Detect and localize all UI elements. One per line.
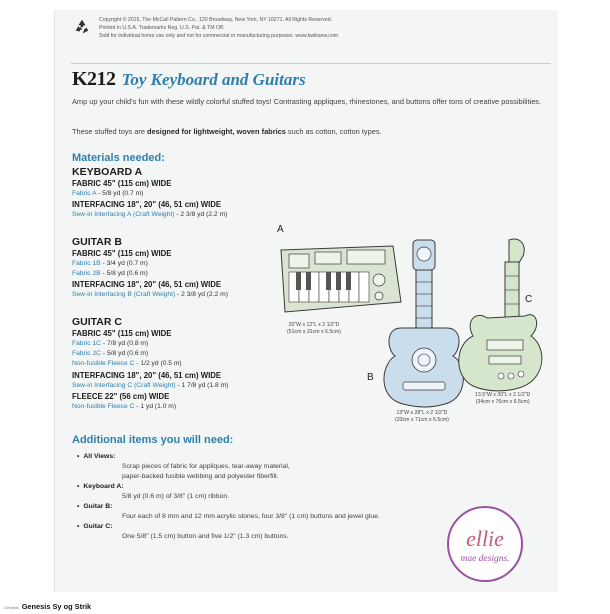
sold-line: Sold for individual home use only and not for commercial or manufacturing purposes. www.kwiksew.com: [99, 33, 339, 39]
material-line: Sew-in Interfacing C (Craft Weight) - 1 7/8 yd (1.8 m): [72, 381, 229, 389]
pattern-envelope-back: [54, 10, 558, 592]
recycle-icon: [73, 18, 91, 36]
logo-wordmark: ellie: [466, 526, 504, 551]
pattern-code: K212: [72, 68, 116, 90]
material-line: Non-fusible Fleece C - 1 yd (1.0 m): [72, 402, 177, 410]
keyboard-a-label: • Keyboard A:: [77, 482, 517, 492]
guitar-b-text: Four each of 8 mm and 12 mm acrylic stones, four 3/8" (1 cm) buttons and jewel glue.: [122, 513, 380, 520]
guitar-c-illustration: [447, 236, 547, 396]
keyboard-a-text: 5/8 yd (0.6 m) of 3/8" (1 cm) ribbon.: [122, 493, 230, 500]
all-views-text: paper-backed fusible webbing and polyester fiberfill.: [122, 473, 279, 480]
materials-heading: Materials needed:: [72, 152, 165, 164]
view-c-letter: C: [525, 294, 533, 305]
interfacing-width: INTERFACING 18", 20" (46, 51 cm) WIDE: [72, 370, 222, 380]
header-divider: [71, 63, 551, 64]
view-b-dimensions: 13"W x 28"L x 2 1/2"D (33cm x 71cm x 6.5cm): [395, 410, 449, 423]
copyright-line: Copyright © 2015, The McCall Pattern Co., 120 Broadway, New York, NY 10271. All Rights Reserved.: [99, 17, 333, 23]
material-line: Fabric 2C - 5/8 yd (0.6 m): [72, 350, 149, 358]
additional-heading: Additional items you will need:: [72, 434, 234, 446]
ellie-mae-logo: [447, 506, 523, 582]
guitar-b-label: • Guitar B:: [77, 502, 517, 512]
section-title: GUITAR B: [72, 236, 122, 248]
pattern-name: Toy Keyboard and Guitars: [121, 70, 306, 89]
material-line: Fabric 1C - 7/8 yd (0.8 m): [72, 340, 149, 347]
printed-line: Printed in U.S.A. Trademarks Reg. U.S. Pat. & TM Off.: [99, 25, 225, 31]
view-a-dimensions: 20"W x 12"L x 2 1/2"D (51cm x 31cm x 6.5cm): [287, 322, 341, 335]
logo-tagline: mae designs.: [460, 554, 510, 564]
all-views-text: Scrap pieces of fabric for appliques, tear-away material,: [122, 463, 290, 470]
fabric-width: FABRIC 45" (115 cm) WIDE: [72, 179, 172, 188]
fabric-width: FABRIC 45" (115 cm) WIDE: [72, 249, 172, 258]
fabric-note: These stuffed toys are designed for lightweight, woven fabrics such as cotton, cotton types.: [72, 127, 382, 136]
section-title: GUITAR C: [72, 316, 122, 328]
view-b-letter: B: [367, 372, 374, 383]
fleece-width: FLEECE 22" (56 cm) WIDE: [72, 391, 170, 401]
section-title: KEYBOARD A: [72, 166, 143, 178]
store-mini-logo: Genesis: [4, 605, 19, 610]
pattern-title: [72, 68, 306, 91]
store-footer: [4, 596, 91, 614]
materials-guitar-c: [72, 316, 228, 412]
material-line: Fabric 1B - 3/4 yd (0.7 m): [72, 260, 148, 267]
interfacing-width: INTERFACING 18", 20" (46, 51 cm) WIDE: [72, 200, 222, 210]
materials-keyboard-a: [72, 166, 227, 220]
intro-text: Amp up your child's fun with these wildly colorful stuffed toys! Contrasting appliques, rhinestones, and buttons offer tons of creative possibilities.: [72, 97, 542, 106]
material-line: Non-fusible Fleece C - 1/2 yd (0.5 m): [72, 360, 182, 368]
interfacing-width: INTERFACING 18", 20" (46, 51 cm) WIDE: [72, 280, 222, 290]
material-line: Fabric A - 5/8 yd (0.7 m): [72, 190, 144, 197]
store-name: Genesis Sy og Strik: [21, 602, 92, 611]
view-c-dimensions: 13.5"W x 30"L x 2 1/2"D (34cm x 76cm x 6.5cm): [475, 392, 531, 405]
guitar-c-text: One 5/8" (1.5 cm) button and five 1/2" (1.3 cm) buttons.: [122, 533, 289, 540]
materials-guitar-b: [72, 236, 228, 301]
guitar-c-label: • Guitar C:: [77, 522, 517, 532]
material-line: Sew-in Interfacing B (Craft Weight) - 2 3/8 yd (2.2 m): [72, 291, 228, 299]
all-views-label: • All Views:: [77, 452, 517, 462]
fabric-width: FABRIC 45" (115 cm) WIDE: [72, 329, 172, 338]
material-line: Sew-in Interfacing A (Craft Weight) - 2 3/8 yd (2.2 m): [72, 211, 228, 219]
view-a-letter: A: [277, 224, 284, 235]
material-line: Fabric 2B - 5/8 yd (0.6 m): [72, 270, 148, 278]
